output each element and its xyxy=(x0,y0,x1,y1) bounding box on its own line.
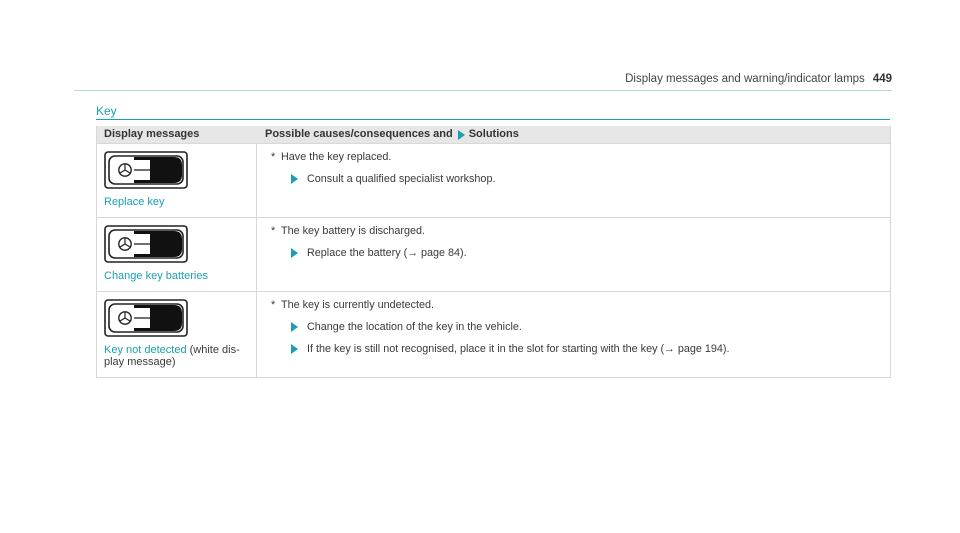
cause-cell xyxy=(257,144,890,217)
section-title: Key xyxy=(96,104,117,118)
section-rule xyxy=(96,119,890,120)
display-message-cell xyxy=(97,144,257,217)
header-causes-label: Possible causes/consequences and xyxy=(265,128,453,140)
message-replace-key: Replace key xyxy=(104,196,165,208)
cause-cell xyxy=(257,218,890,291)
solution-text: Change the location of the key in the vehicle. xyxy=(307,321,522,333)
page-header-title: Display messages and warning/indicator lamps xyxy=(625,73,865,85)
cause-text: Have the key replaced. xyxy=(281,151,392,163)
arrow-right-icon xyxy=(291,344,298,354)
key-fob-icon xyxy=(104,151,188,189)
table-header xyxy=(97,126,890,143)
arrow-right-icon xyxy=(291,322,298,332)
header-solutions-label: Solutions xyxy=(468,128,519,140)
solution-item xyxy=(289,342,890,356)
table-row xyxy=(97,217,890,291)
key-fob-icon xyxy=(104,225,188,263)
message-change-key-batteries: Change key batteries xyxy=(104,270,208,282)
messages-table xyxy=(96,126,891,378)
message-note-continued: play message) xyxy=(104,356,176,368)
solution-item xyxy=(289,320,890,334)
header-causes-solutions xyxy=(257,126,890,143)
header-display-messages: Display messages xyxy=(104,128,200,140)
page-number: 449 xyxy=(872,73,892,85)
solution-text: Consult a qualified specialist workshop. xyxy=(307,173,496,185)
cause-marker: * xyxy=(271,225,276,237)
cause-text: The key battery is discharged. xyxy=(281,225,426,237)
display-message-cell xyxy=(97,292,257,377)
cause-text: The key is currently undetected. xyxy=(281,299,435,311)
arrow-right-icon xyxy=(291,248,298,258)
message-note: (white dis- xyxy=(186,344,240,356)
solution-text: Replace the battery (→ page 84). xyxy=(307,247,467,259)
cause-cell xyxy=(257,292,890,377)
cause-marker: * xyxy=(271,299,276,311)
arrow-right-icon xyxy=(291,174,298,184)
solution-text: If the key is still not recognised, place it in the slot for starting with the key (→ page 194). xyxy=(307,343,730,355)
table-row xyxy=(97,291,890,377)
display-message-cell xyxy=(97,218,257,291)
message-key-not-detected: Key not detected xyxy=(104,344,187,356)
arrow-right-icon xyxy=(458,130,465,140)
cause-marker: * xyxy=(271,151,276,163)
solution-item xyxy=(289,172,890,186)
header-rule xyxy=(74,90,892,91)
key-fob-icon xyxy=(104,299,188,337)
table-row xyxy=(97,143,890,217)
page-header xyxy=(625,73,892,85)
solution-item xyxy=(289,246,890,260)
